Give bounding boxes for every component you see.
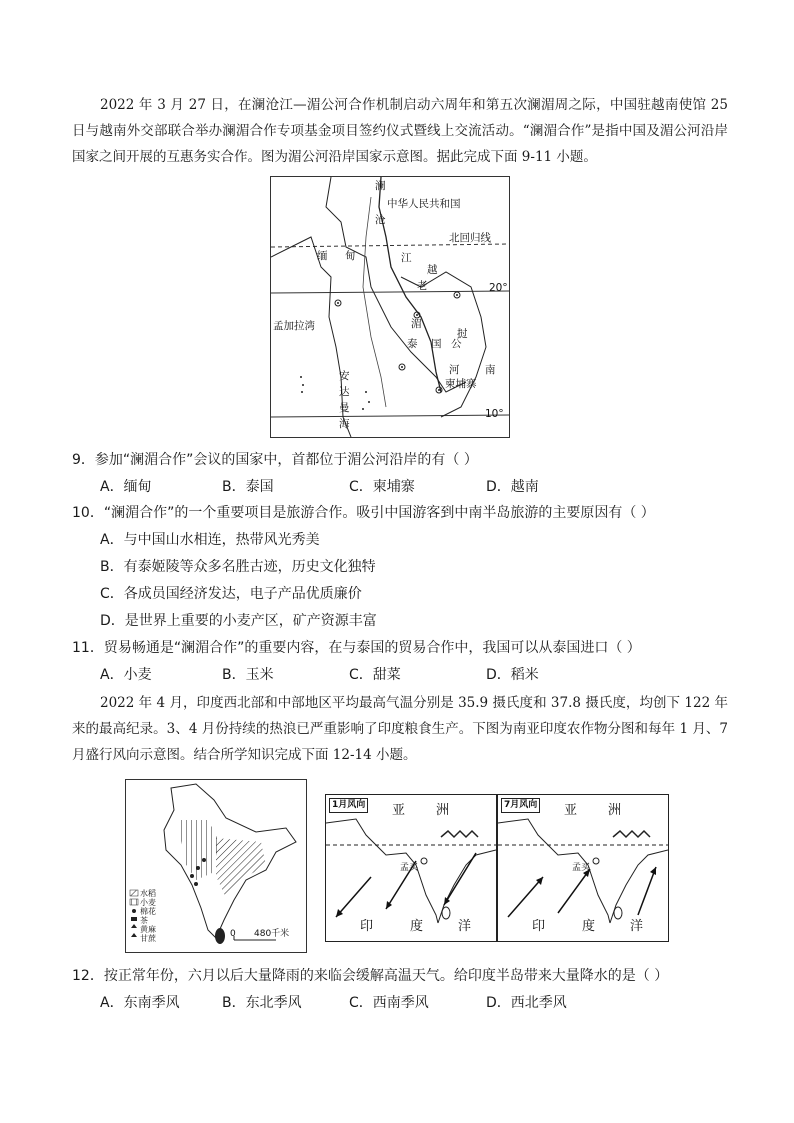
wind-jan-ocean-2: 度 [410,919,424,934]
question-10-stem: 10．“澜湄合作”的一个重要项目是旅游合作。吸引中国游客到中南半岛旅游的主要原因有（ ） [72,505,655,521]
question-12-option-b: B．东北季风 [222,995,302,1011]
map-label-thailand-1: 泰 [407,338,418,350]
wind-panel-january [325,794,497,942]
mekong-map-drawing [271,177,509,437]
map-label-vietnam-1: 越 [427,264,438,276]
map-label-myanmar-1: 缅 [317,250,328,262]
intro-paragraph-1: 2022 年 3 月 27 日，在澜沧江—湄公河合作机制启动六周年和第五次澜湄周之际，中国驻越南使馆 25 日与越南外交部联合举办澜湄合作专项基金项目签约仪式暨线上交流活动。“澜湄合作”是指中国及湄公河沿岸国家之间开展的互惠务实合作。图为湄公河沿岸国家示意图。据此完成下面 9-11 小题。 [72,97,728,165]
wind-jul-ocean-2: 度 [582,919,596,934]
map-label-laos: 老 [417,280,428,292]
map-label-andaman-2: 达 [339,386,350,398]
question-9-option-b: B．泰国 [222,479,274,495]
wind-jul-asia-1: 亚 [564,803,578,818]
question-10-option-a: A．与中国山水相连，热带风光秀美 [100,532,320,548]
wind-map [325,794,669,942]
map-label-tropic: 北回归线 [449,232,491,244]
question-12-option-c: C．西南季风 [349,995,429,1011]
legend-jute: 黄麻 [140,925,156,934]
wind-jan-asia-1: 亚 [392,803,406,818]
map-label-cambodia: 柬埔寨 [445,378,477,390]
question-11-option-d: D．稻米 [486,667,539,683]
question-9-option-c: C．柬埔寨 [349,479,415,495]
map-label-vietnam-2: 南 [485,364,496,376]
wind-jul-asia-2: 洲 [608,803,622,818]
map-label-lancang-1: 澜 [375,180,386,192]
question-12-option-a: A．东南季风 [100,995,180,1011]
map-label-china: 中华人民共和国 [387,198,461,210]
legend-wheat: 小麦 [140,898,156,907]
question-9-option-d: D．越南 [486,479,539,495]
question-11-option-b: B．玉米 [222,667,274,683]
scale-zero: 0 [230,929,236,939]
question-9-stem: 9．参加“澜湄合作”会议的国家中，首都位于湄公河沿岸的有（ ） [72,452,478,468]
legend-rice: 水稻 [140,889,156,898]
question-12-option-d: D．西北季风 [486,995,567,1011]
india-crop-map [125,779,307,953]
mekong-map [270,176,510,438]
map-label-mekong-1: 湄 [411,318,422,330]
wind-jul-mumbai: 孟买 [572,863,591,873]
map-label-myanmar-2: 甸 [345,250,356,262]
wind-panel-july [497,794,669,942]
map-label-lancang-2: 沧 [375,214,386,226]
question-10-option-b: B．有泰姬陵等众多名胜古迹，历史文化独特 [100,559,376,575]
map-label-bangladesh: 孟加拉湾 [273,320,315,332]
question-10-option-d: D．是世界上重要的小麦产区，矿产资源丰富 [100,613,377,629]
intro-paragraph-2: 2022 年 4 月，印度西北部和中部地区平均最高气温分别是 35.9 摄氏度和 37.8 摄氏度，均创下 122 年来的最高纪录。3、4 月份持续的热浪已严重影响了印度粮食生产。下图为南亚印度农作物分图和每年 1 月、7 月盛行风向示意图。结合所学知识完成下面 12-14 小题。 [72,695,728,763]
map-label-andaman-1: 安 [339,370,350,382]
wind-jul-ocean-1: 印 [532,919,546,934]
wind-panel-january-title: 1月风向 [329,798,368,813]
map-label-mekong-2: 公 [451,338,462,350]
wind-panel-july-title: 7月风向 [501,798,540,813]
map-label-andaman-4: 海 [339,418,350,430]
legend-cotton: 棉花 [140,907,156,916]
wind-jan-ocean-1: 印 [360,919,374,934]
wind-jan-asia-2: 洲 [436,803,450,818]
scale-label: 480千米 [254,929,290,939]
question-10-option-c: C．各成员国经济发达，电子产品优质廉价 [100,586,362,602]
question-9-option-a: A．缅甸 [100,479,152,495]
wind-jan-mumbai: 孟买 [400,863,419,873]
legend-sugarcane: 甘蔗 [140,934,156,943]
map-label-mekong-3: 河 [449,364,460,376]
legend-tea: 茶 [140,916,148,925]
map-label-lat10: 10° [485,408,504,420]
map-label-lat20: 20° [489,282,508,294]
map-label-cambodia-1: 挝 [457,328,468,340]
wind-jan-ocean-3: 洋 [458,919,472,934]
map-label-lancang-3: 江 [401,252,412,264]
question-11-option-c: C．甜菜 [349,667,401,683]
wind-jul-ocean-3: 洋 [630,919,644,934]
question-11-option-a: A．小麦 [100,667,152,683]
map-label-thailand-2: 国 [431,338,442,350]
question-12-stem: 12．按正常年份，六月以后大量降雨的来临会缓解高温天气。给印度半岛带来大量降水的是（ ） [72,968,669,984]
question-11-stem: 11．贸易畅通是“澜湄合作”的重要内容，在与泰国的贸易合作中，我国可以从泰国进口（ ） [72,640,641,656]
map-label-andaman-3: 曼 [339,402,350,414]
